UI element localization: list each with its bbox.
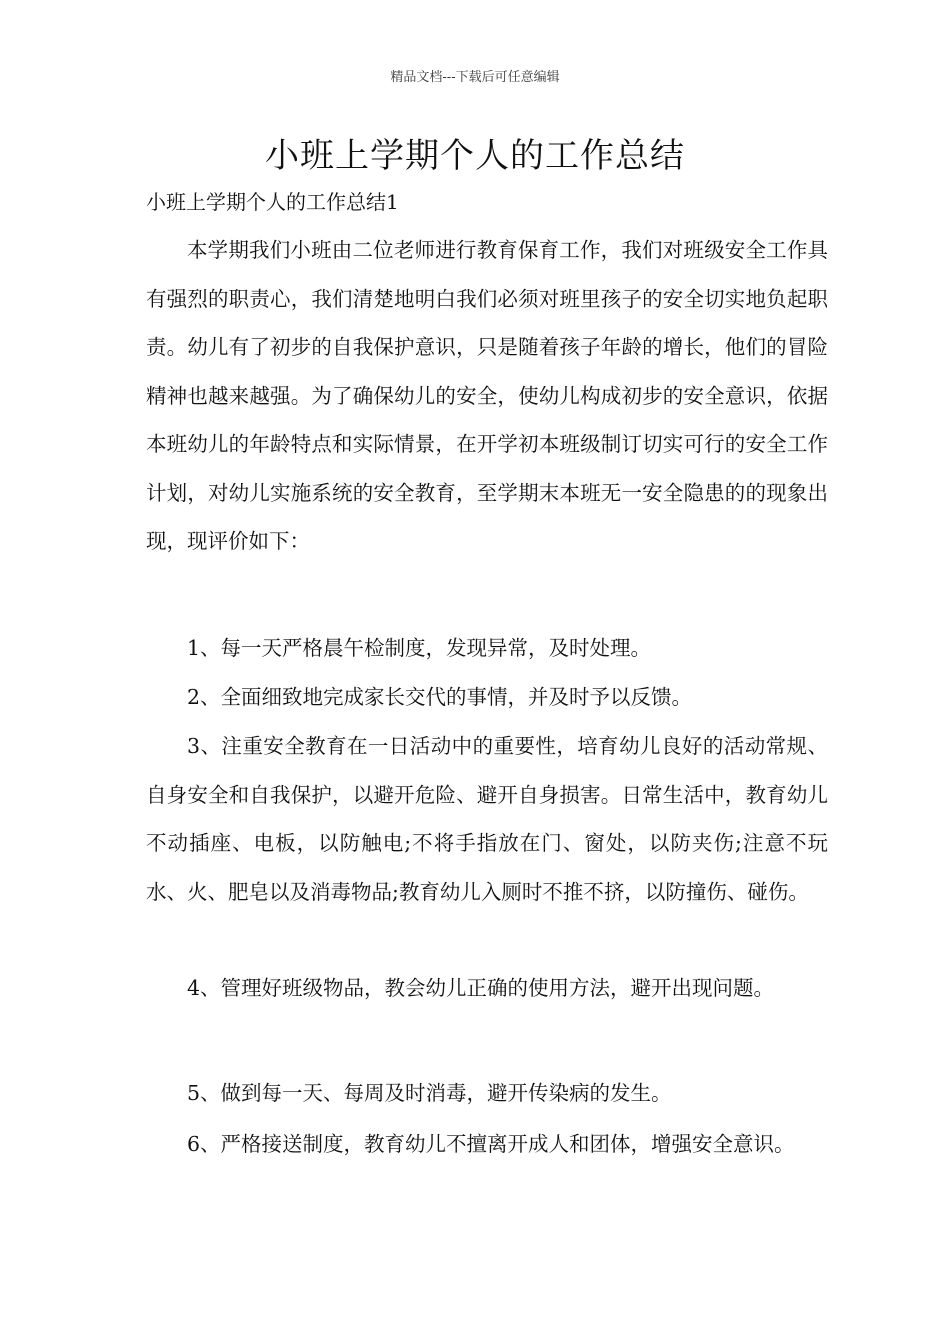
paragraph-item-6: 6、严格接送制度，教育幼儿不擅离开成人和团体，增强安全意识。 [187, 1132, 795, 1156]
paragraph-item-1: 1、每一天严格晨午检制度，发现异常，及时处理。 [187, 636, 652, 660]
header-note: 精品文档---下载后可任意编辑 [390, 70, 560, 85]
paragraph-item-3: 3、注重安全教育在一日活动中的重要性，培育幼儿良好的活动常规、自身安全和自我保护，以避开危险、避开自身损害。日常生活中，教育幼儿不动插座、电板，以防触电;不将手指放在门、窗处，以防夹伤;注意不玩水、火、肥皂以及消毒物品;教育幼儿入厕时不推不挤，以防撞伤、碰伤。 [146, 734, 828, 904]
paragraph-item-2: 2、全面细致地完成家长交代的事情，并及时予以反馈。 [187, 685, 693, 709]
paragraph-item-4: 4、管理好班级物品，教会幼儿正确的使用方法，避开出现问题。 [187, 976, 775, 1000]
paragraph-item-5: 5、做到每一天、每周及时消毒，避开传染病的发生。 [187, 1081, 672, 1105]
paragraph-intro: 本学期我们小班由二位老师进行教育保育工作，我们对班级安全工作具有强烈的职责心，我们清楚地明白我们必须对班里孩子的安全切实地负起职责。幼儿有了初步的自我保护意识，只是随着孩子年龄的增长，他们的冒险精神也越来越强。为了确保幼儿的安全，使幼儿构成初步的安全意识，依据本班幼儿的年龄特点和实际情景，在开学初本班级制订切实可行的安全工作计划，对幼儿实施系统的安全教育，至学期末本班无一安全隐患的的现象出现，现评价如下： [146, 238, 828, 553]
document-subtitle: 小班上学期个人的工作总结1 [146, 190, 399, 214]
document-title: 小班上学期个人的工作总结 [265, 136, 685, 176]
